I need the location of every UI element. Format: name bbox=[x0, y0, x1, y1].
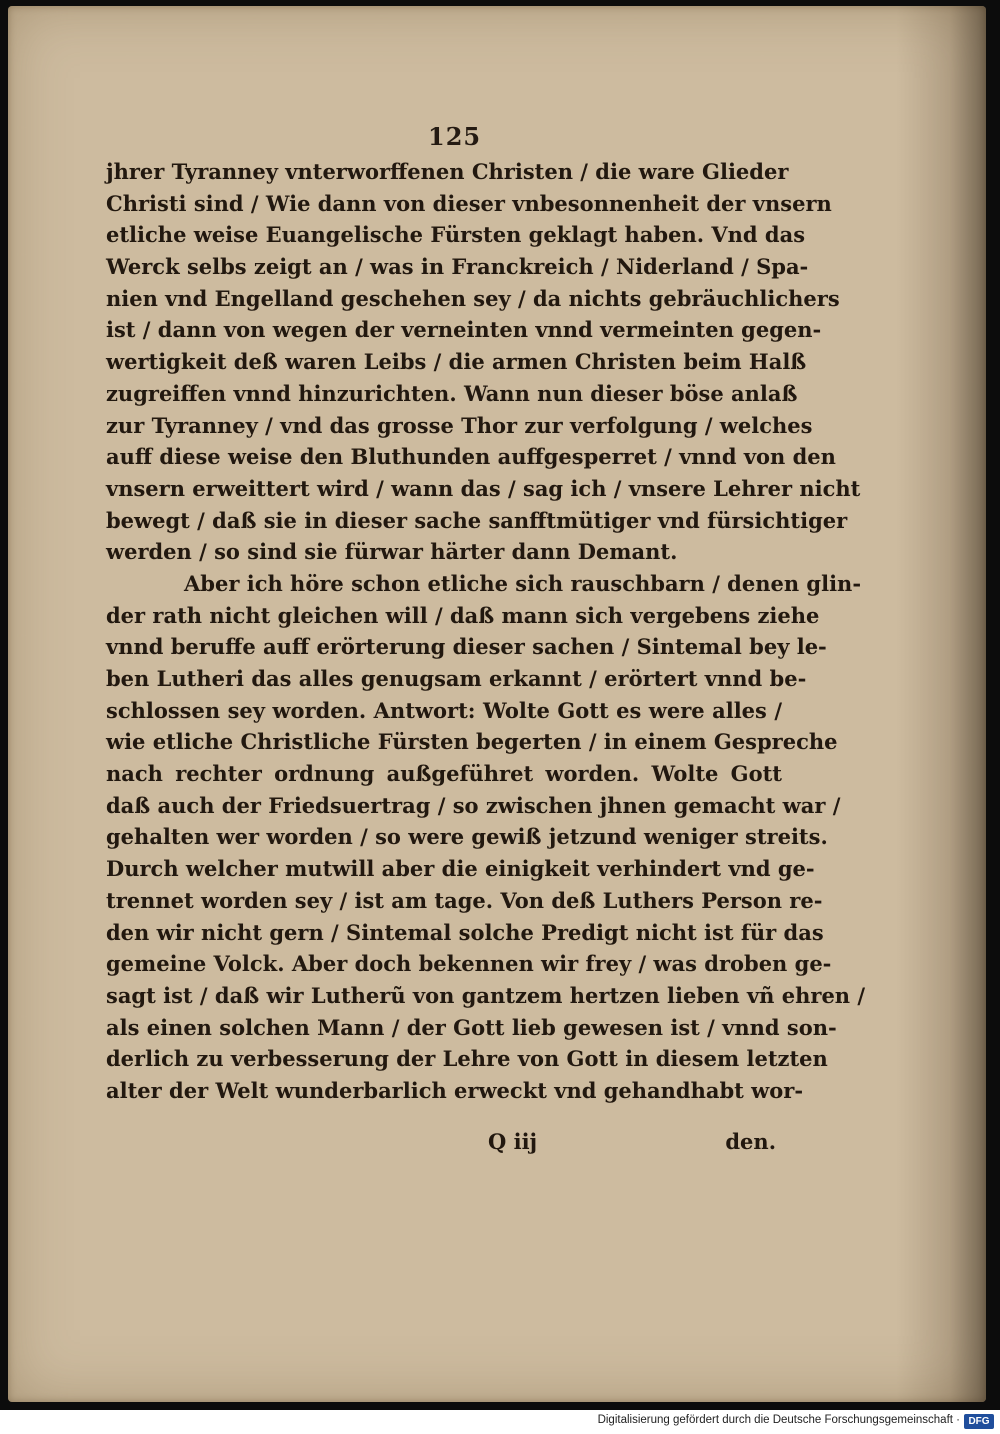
signature-line bbox=[106, 1126, 782, 1158]
text-line: zur Tyranney / vnd das grosse Thor zur verfolgung / welches bbox=[106, 412, 813, 438]
paragraph-start-line: Aber ich höre schon etliche sich rauschbarn / denen glin- bbox=[184, 570, 862, 596]
text-line: als einen solchen Mann / der Gott lieb gewesen ist / vnnd son- bbox=[106, 1014, 837, 1040]
text-line: Werck selbs zeigt an / was in Franckreich / Niderland / Spa- bbox=[106, 254, 809, 280]
text-line: der rath nicht gleichen will / daß mann sich vergebens ziehe bbox=[106, 602, 820, 628]
page-body-text bbox=[106, 156, 866, 1107]
text-line: auff diese weise den Bluthunden auffgesperret / vnnd von den bbox=[106, 444, 836, 470]
text-line: derlich zu verbesserung der Lehre von Gott in diesem letzten bbox=[106, 1046, 828, 1072]
text-line: nach rechter ordnung außgeführet worden. Wolte Gott bbox=[106, 761, 782, 787]
text-line: Durch welcher mutwill aber die einigkeit verhindert vnd ge- bbox=[106, 856, 815, 882]
book-page bbox=[8, 6, 986, 1402]
text-line: nien vnd Engelland geschehen sey / da nichts gebräuchlichers bbox=[106, 285, 840, 311]
catchword: den. bbox=[725, 1129, 776, 1154]
footer-bar bbox=[0, 1410, 1000, 1434]
text-line: jhrer Tyranney vnterworffenen Christen / die ware Glieder bbox=[106, 159, 789, 184]
text-line: wie etliche Christliche Fürsten begerten / in einem Gespreche bbox=[106, 729, 838, 755]
text-line: den wir nicht gern / Sintemal solche Predigt nicht ist für das bbox=[106, 919, 824, 945]
gutter-shadow bbox=[896, 6, 986, 1402]
text-line: wertigkeit deß waren Leibs / die armen Christen beim Halß bbox=[106, 349, 807, 375]
funding-credit: Digitalisierung gefördert durch die Deutsche Forschungsgemeinschaft · bbox=[597, 1414, 960, 1426]
text-line: trennet worden sey / ist am tage. Von deß Luthers Person re- bbox=[106, 887, 823, 913]
text-line: alter der Welt wunderbarlich erweckt vnd gehandhabt wor- bbox=[106, 1077, 804, 1103]
text-line: daß auch der Friedsuertrag / so zwischen jhnen gemacht war / bbox=[106, 792, 841, 818]
text-line: ist / dann von wegen der verneinten vnnd vermeinten gegen- bbox=[106, 317, 822, 343]
signature-mark: Q iij bbox=[488, 1129, 538, 1154]
text-line: ben Lutheri das alles genugsam erkannt / erörtert vnnd be- bbox=[106, 666, 807, 691]
text-line: bewegt / daß sie in dieser sache sanfftmütiger vnd fürsichtiger bbox=[106, 507, 848, 533]
text-line: schlossen sey worden. Antwort: Wolte Gott es were alles / bbox=[106, 697, 782, 723]
text-line: werden / so sind sie fürwar härter dann Demant. bbox=[106, 539, 678, 565]
text-line: vnsern erweittert wird / wann das / sag ich / vnsere Lehrer nicht bbox=[106, 475, 861, 501]
text-line: gehalten wer worden / so were gewiß jetzund weniger streits. bbox=[106, 824, 828, 850]
text-line: zugreiffen vnnd hinzurichten. Wann nun dieser böse anlaß bbox=[106, 380, 798, 406]
text-line: etliche weise Euangelische Fürsten geklagt haben. Vnd das bbox=[106, 222, 806, 248]
text-line: Christi sind / Wie dann von dieser vnbesonnenheit der vnsern bbox=[106, 190, 832, 216]
text-line: sagt ist / daß wir Lutherũ von gantzem hertzen lieben vñ ehren / bbox=[106, 982, 866, 1008]
page-number: 125 bbox=[428, 122, 482, 151]
dfg-logo: DFG bbox=[964, 1414, 994, 1429]
text-line: gemeine Volck. Aber doch bekennen wir frey / was droben ge- bbox=[106, 951, 832, 977]
text-line: vnnd beruffe auff erörterung dieser sachen / Sintemal bey le- bbox=[106, 634, 827, 660]
